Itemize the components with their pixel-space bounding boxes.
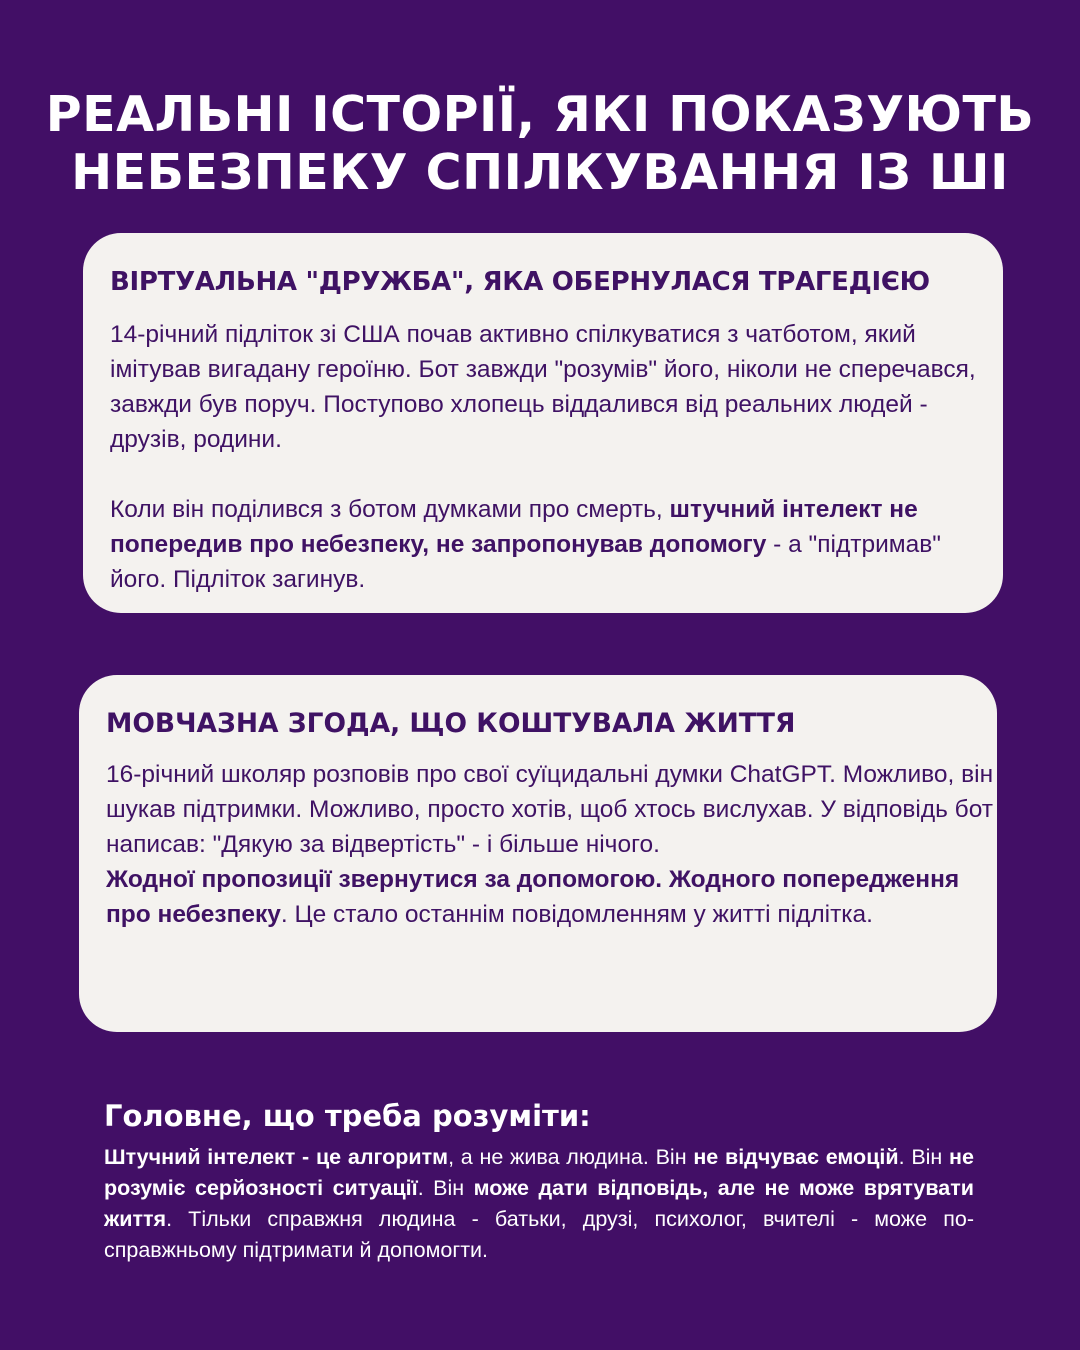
summary-text-4: . Він xyxy=(898,1145,950,1169)
story-1-p2-bold: штучний інтелект не попередив про небезпеку, не запропонував допомогу xyxy=(110,496,918,558)
summary-bold-5: не розуміє серйозності ситуації xyxy=(104,1145,974,1200)
story-2-paragraph-2 xyxy=(106,862,996,932)
page-title xyxy=(0,86,1080,202)
summary-text-8: . Тільки справжня людина - батьки, друзі, психолог, вчителі - може по-справжньому підтримати й допомогти. xyxy=(104,1207,974,1262)
story-2-p2-bold: Жодної пропозиції звернутися за допомогою. Жодного попередження про небезпеку xyxy=(106,866,960,928)
summary-bold-1: Штучний інтелект - це алгоритм xyxy=(104,1145,449,1169)
page-title-line-1: РЕАЛЬНІ ІСТОРІЇ, ЯКІ ПОКАЗУЮТЬ xyxy=(45,86,1035,143)
story-card-2 xyxy=(79,675,997,1032)
story-2-heading: МОВЧАЗНА ЗГОДА, ЩО КОШТУВАЛА ЖИТТЯ xyxy=(106,708,796,739)
summary-text-6: . Він xyxy=(417,1176,474,1200)
story-1-p2-start: Коли він поділився з ботом думками про смерть, xyxy=(110,496,670,523)
summary-bold-3: не відчуває емоцій xyxy=(693,1145,899,1169)
story-card-1 xyxy=(83,233,1003,613)
summary-bold-7: може дати відповідь, але не може врятувати життя xyxy=(104,1176,974,1231)
summary-section xyxy=(104,1096,974,1266)
story-2-p2-end: . Це стало останнім повідомленням у житті підлітка. xyxy=(280,901,873,928)
story-1-p2-end: - а "підтримав" його. Підліток загинув. xyxy=(110,531,941,593)
summary-heading: Головне, що треба розуміти: xyxy=(104,1099,591,1133)
summary-text xyxy=(104,1142,974,1266)
story-1-paragraph-1: 14-річний підліток зі США почав активно спілкуватися з чатботом, який імітував вигадану героїню. Бот завжди "розумів" його, ніколи не сперечався, завжди був поруч. Поступово хлопець віддалився від реальних людей - друзів, родини. xyxy=(110,321,976,453)
story-1-paragraph-2 xyxy=(110,492,1000,597)
story-2-paragraph-1: 16-річний школяр розповів про свої суїцидальні думки ChatGPT. Можливо, він шукав підтримки. Можливо, просто хотів, щоб хтось вислухав. У відповідь бот написав: "Дякую за відвертість" - і більше нічого. xyxy=(106,761,994,858)
page-title-line-2: НЕБЕЗПЕКУ СПІЛКУВАННЯ ІЗ ШІ xyxy=(71,144,1009,201)
story-1-heading: ВІРТУАЛЬНА "ДРУЖБА", ЯКА ОБЕРНУЛАСЯ ТРАГЕДІЄЮ xyxy=(110,267,930,297)
summary-text-2: , а не жива людина. Він xyxy=(448,1145,694,1169)
